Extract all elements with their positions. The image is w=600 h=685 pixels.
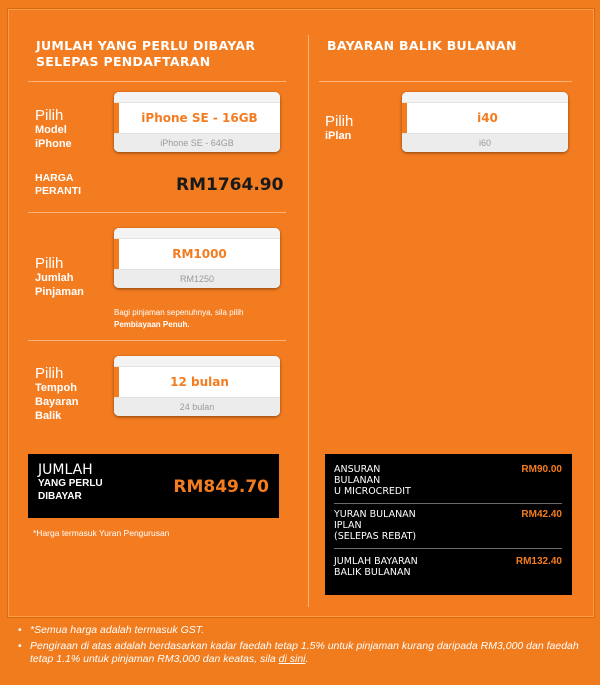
list-item — [18, 624, 588, 637]
left-heading: JUMLAH YANG PERLU DIBAYAR SELEPAS PENDAFTARAN — [36, 38, 256, 69]
model-label — [35, 109, 95, 151]
divider — [28, 212, 286, 213]
model-selector[interactable] — [114, 92, 280, 152]
installment-label: ANSURAN BULANAN U MICROCREDIT — [334, 464, 411, 497]
selector-selected-row[interactable] — [114, 102, 280, 134]
plan-label — [325, 115, 353, 143]
footer-notes — [18, 624, 588, 669]
installment-row — [334, 464, 562, 500]
monthly-repayment-box — [325, 454, 572, 595]
total-label-big: JUMLAH — [38, 462, 93, 478]
tenure-label — [35, 367, 87, 423]
tenure-selected-value: 12 bulan — [170, 375, 229, 389]
interest-note: Pengiraan di atas adalah berdasarkan kadar faedah tetap 1.5% untuk pinjaman kurang daripada RM3,000 dan faedah tetap 1.1% untuk pinjaman RM3,000 dan keatas, sila — [30, 640, 579, 665]
right-heading: BAYARAN BALIK BULANAN — [327, 38, 517, 53]
pick-label-big: Pilih — [35, 107, 64, 124]
pick-label-small: Model iPhone — [35, 124, 72, 150]
selector-prev-slot[interactable] — [114, 356, 280, 366]
iplan-selected-value: i40 — [477, 111, 498, 125]
divider — [28, 81, 286, 82]
device-price-value: RM1764.90 — [176, 175, 284, 195]
divider — [319, 81, 572, 82]
iplan-next-option[interactable]: i60 — [402, 134, 568, 152]
model-selected-value: iPhone SE - 16GB — [141, 111, 258, 125]
pick-label-small: Tempoh Bayaran Balik — [35, 382, 79, 422]
column-divider — [308, 35, 309, 607]
loan-note — [114, 307, 243, 331]
list-item — [18, 640, 588, 666]
selector-selected-row[interactable] — [402, 102, 568, 134]
iplan-selector[interactable] — [402, 92, 568, 152]
gst-note: *Semua harga adalah termasuk GST. — [30, 624, 205, 636]
tenure-selector[interactable] — [114, 356, 280, 416]
installment-amount: RM90.00 — [521, 464, 562, 475]
loan-note-text: Bagi pinjaman sepenuhnya, sila pilih — [114, 308, 244, 317]
bullet-icon: • — [18, 640, 22, 652]
selector-prev-slot[interactable] — [114, 228, 280, 238]
iplan-fee-amount: RM42.40 — [521, 509, 562, 520]
monthly-total-row — [334, 556, 562, 582]
loan-selected-value: RM1000 — [172, 247, 227, 261]
pick-label-big: Pilih — [35, 365, 64, 382]
model-next-option[interactable]: iPhone SE - 64GB — [114, 134, 280, 152]
selector-selected-row[interactable] — [114, 366, 280, 398]
selector-prev-slot[interactable] — [402, 92, 568, 102]
pick-label-small: Jumlah Pinjaman — [35, 272, 84, 298]
bullet-icon: • — [18, 624, 22, 636]
divider — [334, 548, 562, 549]
monthly-total-amount: RM132.40 — [515, 556, 562, 567]
iplan-fee-row — [334, 509, 562, 545]
iplan-fee-label: YURAN BULANAN IPLAN (SELEPAS REBAT) — [334, 509, 417, 542]
total-label-small: YANG PERLU DIBAYAR — [38, 478, 103, 502]
details-link[interactable]: di sini — [278, 653, 306, 665]
interest-note-end: . — [305, 653, 309, 665]
loan-next-option[interactable]: RM1250 — [114, 270, 280, 288]
pick-label-big: Pilih — [325, 113, 354, 130]
divider — [334, 503, 562, 504]
pick-label-small: iPlan — [325, 130, 352, 142]
divider — [28, 340, 286, 341]
tenure-next-option[interactable]: 24 bulan — [114, 398, 280, 416]
monthly-total-label: JUMLAH BAYARAN BALIK BULANAN — [334, 556, 418, 578]
selector-prev-slot[interactable] — [114, 92, 280, 102]
total-amount: RM849.70 — [173, 477, 269, 497]
full-financing-link[interactable]: Pembiayaan Penuh. — [114, 320, 190, 329]
loan-selector[interactable] — [114, 228, 280, 288]
loan-label — [35, 257, 93, 299]
selector-selected-row[interactable] — [114, 238, 280, 270]
total-payable-box — [28, 454, 279, 518]
device-price-label: HARGA PERANTI — [35, 172, 82, 197]
total-label — [38, 464, 128, 503]
footnote-fee: *Harga termasuk Yuran Pengurusan — [33, 528, 170, 538]
pick-label-big: Pilih — [35, 255, 64, 272]
